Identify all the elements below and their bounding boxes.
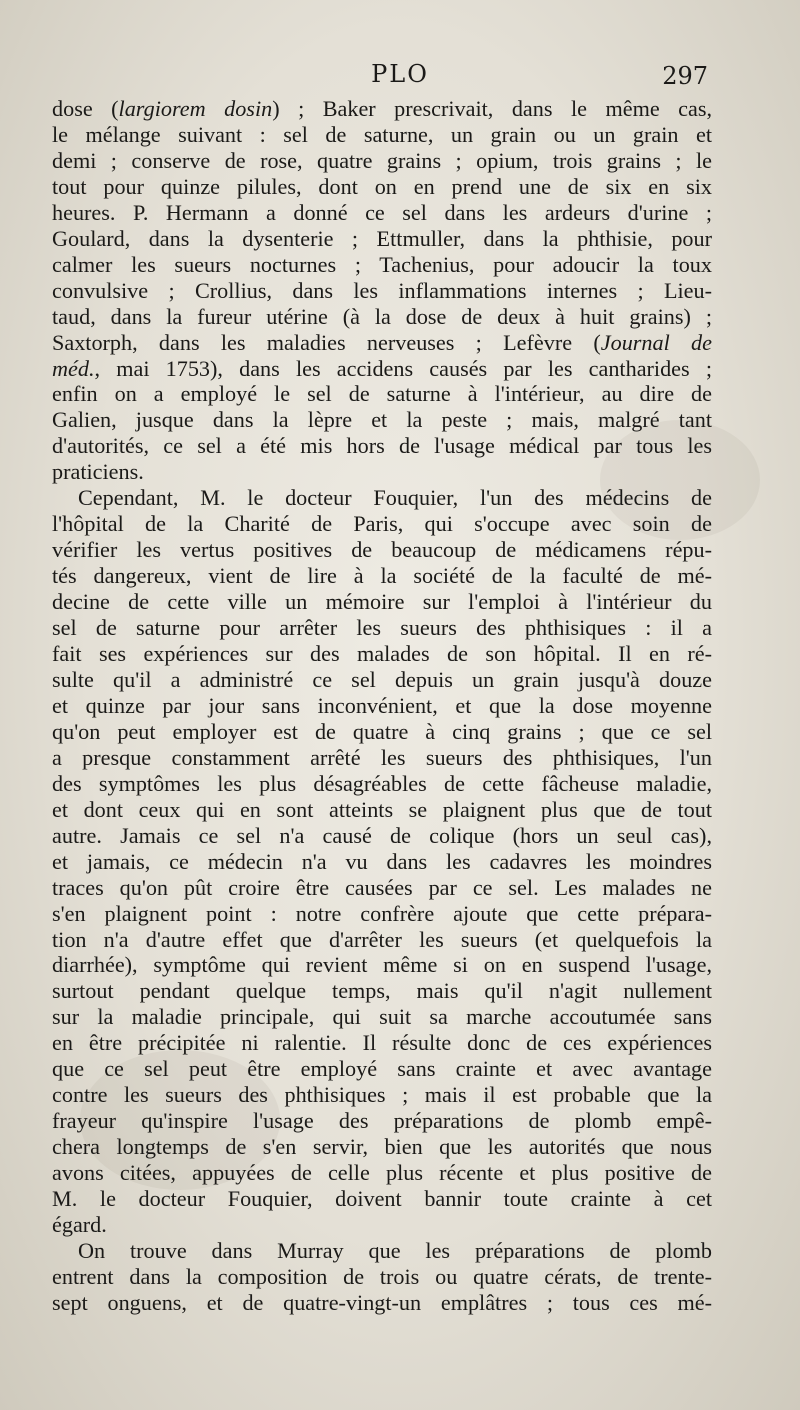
text-line [52,797,712,823]
text-line [52,771,712,797]
italic-text-run: méd. [52,355,95,381]
text-line [52,252,712,278]
text-line [52,330,712,356]
text-line [52,1264,712,1290]
text-line [52,148,712,174]
text-run: heures. P. Hermann a donné ce sel dans les ardeurs d'urine ; [52,199,712,225]
text-line [52,615,712,641]
text-line [52,537,712,563]
text-run: diarrhée), symptôme qui revient même si on en suspend l'usage, [52,952,712,978]
text-run: et jamais, ce médecin n'a vu dans les cadavres les moindres [52,848,712,874]
text-line [52,563,712,589]
text-run: sel de saturne pour arrêter les sueurs des phthisiques : il a [52,615,712,641]
text-run: entrent dans la composition de trois ou quatre cérats, de trente- [52,1263,712,1289]
text-run: calmer les sueurs nocturnes ; Tachenius, pour adoucir la toux [52,251,712,277]
text-line [52,1134,712,1160]
text-run: decine de cette ville un mémoire sur l'emploi à l'intérieur du [52,589,712,615]
text-run: M. le docteur Fouquier, doivent bannir toute crainte à cet [52,1186,712,1212]
text-line [52,304,712,330]
text-line [52,122,712,148]
text-line [52,641,712,667]
text-run: des symptômes les plus désagréables de cette fâcheuse maladie, [52,770,712,796]
text-line [52,1290,712,1316]
text-run: d'autorités, ce sel a été mis hors de l'usage médical par tous les [52,433,712,459]
text-line [52,174,712,200]
text-run: ) ; Baker prescrivait, dans le même cas, [272,96,713,121]
text-run: le mélange suivant : sel de saturne, un grain ou un grain et [52,121,712,147]
text-line [52,1082,712,1108]
text-line [52,485,712,511]
text-run: sept onguens, et de quatre-vingt-un emplâtres ; tous ces mé- [52,1289,712,1315]
text-line [52,1030,712,1056]
page-number: 297 [662,62,708,90]
text-run: qu'on peut employer est de quatre à cinq grains ; que ce sel [52,718,712,744]
text-run: , mai 1753), dans les accidens causés par les cantharides ; [94,355,712,381]
page-header [0,60,800,94]
text-line [52,849,712,875]
text-line [52,952,712,978]
text-run: enfin on a employé le sel de saturne à l'intérieur, au dire de [52,381,712,407]
text-line [52,1160,712,1186]
text-run: demi ; conserve de rose, quatre grains ; opium, trois grains ; le [52,147,712,173]
text-run: contre les sueurs des phthisiques ; mais il est probable que la [52,1082,712,1108]
text-run: Goulard, dans la dysenterie ; Ettmuller, dans la phthisie, pour [52,225,712,251]
italic-text-run: largiorem dosin [118,96,273,121]
text-run: taud, dans la fureur utérine (à la dose de deux à huit grains) ; [52,303,712,329]
text-run: frayeur qu'inspire l'usage des préparations de plomb empê- [52,1108,712,1134]
text-line [52,719,712,745]
text-line [52,1212,712,1238]
text-run: vérifier les vertus positives de beaucoup de médicamens répu- [52,537,712,563]
text-line [52,1004,712,1030]
text-run: et dont ceux qui en sont atteints se plaignent plus que de tout [52,796,712,822]
text-line [52,901,712,927]
text-line [52,667,712,693]
text-line [52,511,712,537]
text-run: tés dangereux, vient de lire à la société de la faculté de mé- [52,563,712,589]
text-run: fait ses expériences sur des malades de son hôpital. Il en ré- [52,641,712,667]
italic-text-run: Journal de [600,329,713,355]
text-line [52,823,712,849]
text-line [52,96,712,122]
text-run: On trouve dans Murray que les préparations de plomb [78,1237,712,1263]
text-run: chera longtemps de s'en servir, bien que les autorités que nous [52,1134,712,1160]
body-text [52,96,712,1316]
text-run: et quinze par jour sans inconvénient, et que la dose moyenne [52,692,712,718]
text-line [52,226,712,252]
text-line [52,875,712,901]
text-run: surtout pendant quelque temps, mais qu'il n'agit nullement [52,978,712,1004]
text-line [52,1108,712,1134]
text-run: traces qu'on pût croire être causées par ce sel. Les malades ne [52,874,712,900]
text-line [52,200,712,226]
text-line [52,693,712,719]
text-run: que ce sel peut être employé sans crainte et avec avantage [52,1056,712,1082]
text-run: avons citées, appuyées de celle plus récente et plus positive de [52,1160,712,1186]
text-run: praticiens. [52,459,144,485]
running-head: PLO [371,60,429,88]
text-run: sulte qu'il a administré ce sel depuis un grain jusqu'à douze [52,666,712,692]
text-run: égard. [52,1211,107,1237]
text-line [52,459,712,485]
text-run: Cependant, M. le docteur Fouquier, l'un des médecins de [78,485,712,511]
text-line [52,278,712,304]
text-run: l'hôpital de la Charité de Paris, qui s'occupe avec soin de [52,511,712,537]
text-line [52,978,712,1004]
text-line [52,1186,712,1212]
text-run: tout pour quinze pilules, dont on en prend une de six en six [52,173,712,199]
text-run: Saxtorph, dans les maladies nerveuses ; Lefèvre ( [52,329,601,355]
text-line [52,356,712,382]
text-run: autre. Jamais ce sel n'a causé de colique (hors un seul cas), [52,822,712,848]
text-line [52,381,712,407]
text-line [52,433,712,459]
text-run: s'en plaignent point : notre confrère ajoute que cette prépara- [52,900,712,926]
text-line [52,927,712,953]
text-line [52,1056,712,1082]
text-run: a presque constamment arrêté les sueurs des phthisiques, l'un [52,744,712,770]
text-run: sur la maladie principale, qui suit sa marche accoutumée sans [52,1004,712,1030]
text-run: en être précipitée ni ralentie. Il résulte donc de ces expériences [52,1030,712,1056]
text-line [52,589,712,615]
text-run: dose ( [52,96,119,121]
text-line [52,1238,712,1264]
text-line [52,407,712,433]
text-run: Galien, jusque dans la lèpre et la peste ; mais, malgré tant [52,407,712,433]
text-run: tion n'a d'autre effet que d'arrêter les sueurs (et quelquefois la [52,926,712,952]
text-run: convulsive ; Crollius, dans les inflammations internes ; Lieu- [52,277,712,303]
text-line [52,745,712,771]
